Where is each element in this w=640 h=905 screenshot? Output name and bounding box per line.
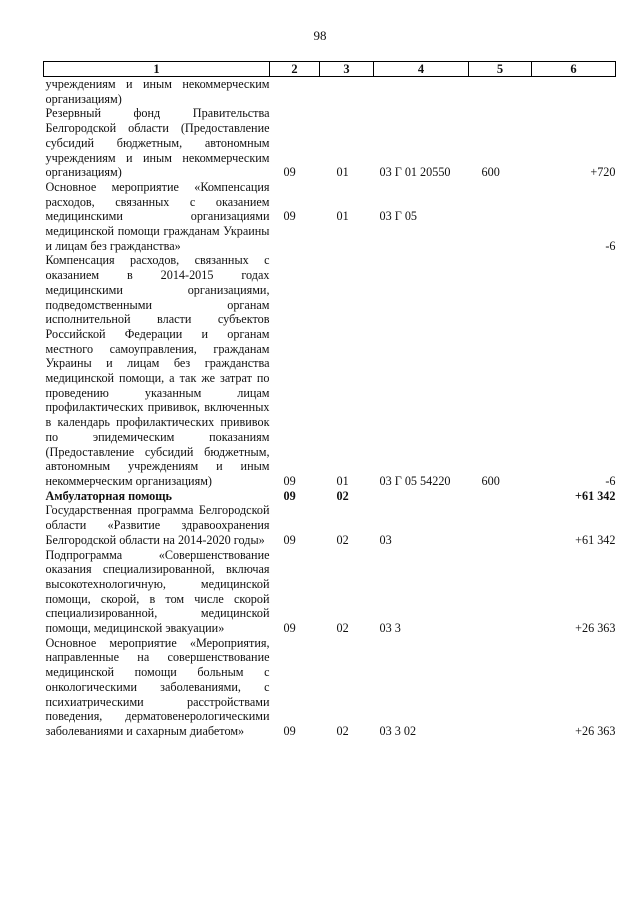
target-article-code: 03: [379, 532, 392, 547]
row-description: Резервный фонд Правительства Белгородской области (Предоставление субсидий бюджетным, автономным учреждениям и иным некоммерческим организациям): [45, 106, 270, 180]
subsection-code: 02: [336, 621, 349, 636]
expense-type-code: 600: [481, 165, 500, 180]
expense-type-code: [469, 489, 532, 504]
subsection-code: [320, 77, 374, 107]
subsection-code: 02: [336, 488, 349, 503]
row-description: учреждениям и иным некоммерческим организациям): [45, 77, 270, 106]
row-description: Государственная программа Белгородской области «Развитие здравоохранения Белгородской области на 2014-2020 годы»: [45, 503, 270, 547]
target-article-code: [374, 489, 469, 504]
table-row: [44, 106, 616, 180]
target-article-code: 03 3 02: [379, 723, 417, 738]
expense-type-code: [469, 77, 532, 107]
table-row: [44, 503, 616, 547]
table-row: [44, 180, 616, 254]
subsection-code: 01: [336, 165, 349, 180]
target-article-code: [374, 77, 469, 107]
table-row: [44, 548, 616, 636]
column-header: 5: [469, 62, 532, 77]
column-header: 2: [270, 62, 320, 77]
target-article-code: 03 Г 01 20550: [379, 165, 451, 180]
amount: +26 363: [575, 723, 616, 738]
amount: +61 342: [575, 488, 616, 503]
table-row: [44, 77, 616, 107]
section-code: 09: [283, 165, 296, 180]
column-header: 1: [44, 62, 270, 77]
target-article-code: 03 Г 05: [379, 209, 418, 224]
amount: +26 363: [575, 621, 616, 636]
amount: -6: [605, 473, 616, 488]
expense-type-code: [469, 180, 532, 254]
row-description: Основное мероприятие «Компенсация расходов, связанных с оказанием медицинскими организациями медицинской помощи гражданам Украины и лицам без гражданства»: [45, 179, 270, 253]
row-description: Основное мероприятие «Мероприятия, направленные на совершенствование медицинской помощи больным с онкологическими заболеваниями, с психиатрическими расстройствами поведения, дерматовенерологическими заболеваниями и сахарным диабетом»: [45, 635, 270, 738]
subsection-code: 01: [336, 209, 349, 224]
row-description: Подпрограмма «Совершенствование оказания специализированной, включая высокотехнологичную, медицинской помощи, скорой, в том числе скорой специализированной, медицинской помощи, медицинской эвакуации»: [45, 547, 270, 636]
amount: +61 342: [575, 532, 616, 547]
expense-type-code: 600: [481, 473, 500, 488]
section-code: 09: [283, 621, 296, 636]
subsection-code: 01: [336, 473, 349, 488]
subsection-code: 02: [336, 723, 349, 738]
page-number: 98: [313, 28, 327, 43]
amount: [532, 77, 616, 107]
amount: -6: [605, 238, 616, 253]
section-code: 09: [283, 532, 296, 547]
column-header: 3: [320, 62, 374, 77]
target-article-code: 03 Г 05 54220: [379, 473, 451, 488]
column-header: 4: [374, 62, 469, 77]
expense-type-code: [469, 636, 532, 739]
section-code: 09: [283, 209, 296, 224]
expense-type-code: [469, 548, 532, 636]
expense-type-code: [469, 503, 532, 547]
row-description: Компенсация расходов, связанных с оказанием в 2014-2015 годах медицинскими организациями, подведомственными органам исполнительной власти субъектов Российской Федерации и органам местного самоуправления, гражданам Украины и лицам без гражданства медицинской помощи, а так же затрат по проведению указанным лицам профилактических прививок, включенных в календарь профилактических прививок по эпидемическим показаниям (Предоставление субсидий бюджетным, автономным учреждениям и иным некоммерческим организациям): [45, 253, 270, 488]
table-header-row: [44, 62, 616, 77]
subsection-code: 02: [336, 532, 349, 547]
section-code: 09: [283, 473, 296, 488]
section-code: [270, 77, 320, 107]
section-code: 09: [283, 723, 296, 738]
column-header: 6: [532, 62, 616, 77]
table-row: [44, 636, 616, 739]
table-row: [44, 489, 616, 504]
table-row: [44, 253, 616, 488]
row-description: Амбулаторная помощь: [45, 488, 172, 503]
section-code: 09: [283, 488, 296, 503]
target-article-code: 03 3: [379, 621, 401, 636]
amount: +720: [590, 165, 616, 180]
budget-table: [43, 61, 616, 739]
